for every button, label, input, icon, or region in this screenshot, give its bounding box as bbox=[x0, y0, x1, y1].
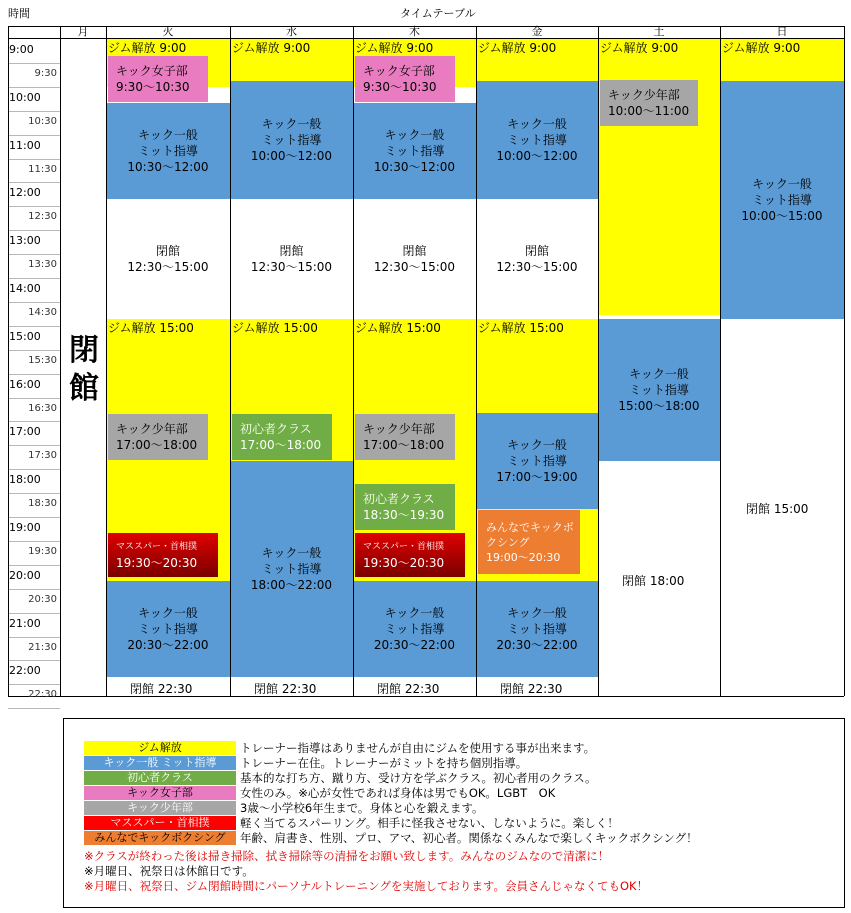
legend-swatch: キック一般 ミット指導 bbox=[84, 756, 236, 770]
gym-open-label-thu-pm: ジム解放 15:00 bbox=[355, 321, 441, 335]
note-cleaning: ※クラスが終わった後は掃き掃除、拭き掃除等の清掃をお願い致します。みんなのジムなので清潔に！ bbox=[84, 849, 610, 863]
grid-col-line bbox=[106, 26, 107, 696]
grid-top-border bbox=[8, 26, 844, 27]
kick-women-name: キック女子部 bbox=[363, 64, 435, 78]
time-label: 18:30 bbox=[28, 498, 57, 510]
class-name: 初心者クラス bbox=[363, 492, 435, 506]
legend-swatch: 初心者クラス bbox=[84, 771, 236, 785]
legend-swatch: キック女子部 bbox=[84, 786, 236, 800]
gym-open-label-sun: ジム解放 9:00 bbox=[722, 41, 801, 55]
legend-desc: 女性のみ。※心が女性であれば身体は男でもOK。LGBT OK bbox=[240, 786, 556, 800]
time-label: 11:00 bbox=[9, 138, 41, 152]
class-sub: ミット指導 bbox=[629, 383, 689, 397]
grid-col-line bbox=[720, 26, 721, 696]
gym-open-label-fri: ジム解放 9:00 bbox=[478, 41, 557, 55]
class-time: 17:00〜19:00 bbox=[496, 470, 578, 484]
legend-swatch: みんなでキックボクシング bbox=[84, 831, 236, 845]
legend-swatch: マススパー・首相撲 bbox=[84, 816, 236, 830]
closed-time: 12:30〜15:00 bbox=[373, 260, 456, 274]
time-label: 16:00 bbox=[9, 377, 41, 391]
class-time: 19:30〜20:30 bbox=[116, 556, 198, 570]
class-name: キック少年部 bbox=[363, 422, 435, 436]
class-time: 10:00〜12:00 bbox=[250, 149, 333, 163]
grid-col-line bbox=[353, 26, 354, 696]
legend-desc: 年齢、肩書き、性別、プロ、アマ、初心者。関係なくみんなで楽しくキックボクシング！ bbox=[240, 831, 698, 845]
time-label: 14:30 bbox=[28, 306, 57, 318]
grid-col-line bbox=[476, 26, 477, 696]
day-header-sat: 土 bbox=[653, 25, 665, 38]
monday-closed-2: 館 bbox=[69, 371, 99, 406]
closed-label: 閉館 bbox=[524, 244, 549, 258]
class-time: 18:00〜22:00 bbox=[250, 578, 333, 592]
grid-col-line bbox=[8, 26, 9, 696]
row-line bbox=[8, 708, 60, 709]
class-name: キック少年部 bbox=[116, 422, 188, 436]
closed-time: 12:30〜15:00 bbox=[250, 260, 333, 274]
class-name: キック一般 bbox=[507, 606, 567, 620]
time-label: 15:30 bbox=[28, 354, 57, 366]
time-label: 18:00 bbox=[9, 473, 41, 487]
class-name: 初心者クラス bbox=[240, 422, 312, 436]
grid-bottom-border bbox=[8, 696, 844, 697]
class-time: 17:00〜18:00 bbox=[116, 438, 198, 452]
time-label: 11:30 bbox=[28, 163, 57, 175]
time-label: 22:30 bbox=[28, 689, 57, 701]
day-header-sun: 日 bbox=[776, 25, 788, 38]
closed-2230-wed: 閉館 22:30 bbox=[254, 682, 317, 696]
class-name: キック一般 bbox=[384, 128, 445, 142]
class-name: みんなでキックボクシング bbox=[486, 520, 574, 549]
time-header: 時間 bbox=[8, 7, 30, 20]
gym-open-label-thu: ジム解放 9:00 bbox=[355, 41, 434, 55]
class-time: 20:30〜22:00 bbox=[496, 638, 578, 652]
time-label: 15:00 bbox=[9, 329, 41, 343]
class-time: 10:30〜12:00 bbox=[127, 160, 209, 174]
gym-open-label-tue-pm: ジム解放 15:00 bbox=[108, 321, 194, 335]
class-sub: ミット指導 bbox=[507, 622, 567, 636]
closed-2230-fri: 閉館 22:30 bbox=[500, 682, 563, 696]
time-label: 12:30 bbox=[28, 211, 57, 223]
closed-1500-sun: 閉館 15:00 bbox=[746, 502, 809, 516]
legend-desc: 軽く当てるスパーリング。相手に怪我させない、しないように。楽しく！ bbox=[240, 816, 619, 830]
class-time: 10:00〜15:00 bbox=[741, 209, 823, 223]
time-label: 17:30 bbox=[28, 450, 57, 462]
legend-swatch: ジム解放 bbox=[84, 741, 236, 755]
time-label: 10:30 bbox=[28, 115, 57, 127]
class-name: キック一般 bbox=[507, 117, 567, 131]
grid-col-line bbox=[60, 26, 61, 696]
legend bbox=[63, 718, 845, 908]
legend-desc: 3歳〜小学校6年生まで。身体と心を鍛えます。 bbox=[240, 801, 484, 815]
class-sub: ミット指導 bbox=[261, 562, 322, 576]
class-time: 17:00〜18:00 bbox=[363, 438, 445, 452]
class-sub: ミット指導 bbox=[752, 193, 812, 207]
class-name: キック一般 bbox=[138, 128, 198, 142]
class-name: キック一般 bbox=[629, 367, 689, 381]
class-name: キック一般 bbox=[138, 606, 198, 620]
class-name: キック一般 bbox=[261, 117, 322, 131]
time-label: 17:00 bbox=[9, 425, 41, 439]
grid-col-line bbox=[844, 26, 845, 696]
class-name: キック少年部 bbox=[608, 88, 680, 102]
class-sub: ミット指導 bbox=[138, 144, 198, 158]
time-label: 19:30 bbox=[28, 545, 57, 557]
closed-1800-sat: 閉館 18:00 bbox=[622, 574, 685, 588]
time-label: 20:00 bbox=[9, 568, 41, 582]
grid-col-line bbox=[230, 26, 231, 696]
legend-desc: トレーナー在住。トレーナーがミットを持ち個別指導。 bbox=[240, 756, 528, 770]
closed-label: 閉館 bbox=[402, 244, 427, 258]
class-time: 15:00〜18:00 bbox=[618, 399, 700, 413]
gym-open-label-sat: ジム解放 9:00 bbox=[600, 41, 679, 55]
day-header-thu: 木 bbox=[409, 25, 420, 38]
time-label: 9:00 bbox=[9, 43, 34, 56]
note-personal-training: ※月曜日、祝祭日、ジム閉館時間にパーソナルトレーニングを実施しております。会員さんじゃなくてもOK！ bbox=[84, 879, 649, 893]
time-label: 16:30 bbox=[28, 402, 57, 414]
kick-women-time: 9:30〜10:30 bbox=[116, 80, 190, 94]
time-label: 20:30 bbox=[28, 593, 57, 605]
closed-label: 閉館 bbox=[155, 244, 180, 258]
class-sub: ミット指導 bbox=[384, 622, 445, 636]
legend-desc: 基本的な打ち方、蹴り方、受け方を学ぶクラス。初心者用のクラス。 bbox=[240, 771, 597, 785]
class-name: キック一般 bbox=[261, 546, 322, 560]
class-sub: ミット指導 bbox=[138, 622, 198, 636]
day-header-wed: 水 bbox=[286, 25, 297, 38]
day-header-fri: 金 bbox=[531, 25, 543, 38]
time-label: 21:30 bbox=[28, 641, 57, 653]
closed-time: 12:30〜15:00 bbox=[127, 260, 209, 274]
grid-header-border bbox=[8, 38, 844, 39]
closed-time: 12:30〜15:00 bbox=[496, 260, 578, 274]
class-name: キック一般 bbox=[384, 606, 445, 620]
class-time: 10:00〜11:00 bbox=[608, 104, 690, 118]
class-time: 18:30〜19:30 bbox=[363, 508, 445, 522]
class-time: 19:00〜20:30 bbox=[486, 550, 561, 564]
class-sub: ミット指導 bbox=[384, 144, 445, 158]
class-time: 20:30〜22:00 bbox=[373, 638, 456, 652]
time-label: 10:00 bbox=[9, 90, 41, 104]
class-time: 10:00〜12:00 bbox=[496, 149, 578, 163]
gym-open-label-tue: ジム解放 9:00 bbox=[108, 41, 187, 55]
gym-open-label-wed: ジム解放 9:00 bbox=[232, 41, 311, 55]
legend-desc: トレーナー指導はありませんが自由にジムを使用する事が出来ます。 bbox=[240, 741, 596, 755]
closed-2230-thu: 閉館 22:30 bbox=[377, 682, 440, 696]
kick-women-time: 9:30〜10:30 bbox=[363, 80, 437, 94]
class-sub: ミット指導 bbox=[507, 133, 567, 147]
class-time: 17:00〜18:00 bbox=[240, 438, 322, 452]
note-holiday: ※月曜日、祝祭日は休館日です。 bbox=[84, 864, 254, 878]
class-time: 19:30〜20:30 bbox=[363, 556, 445, 570]
class-time: 10:30〜12:00 bbox=[373, 160, 456, 174]
time-label: 14:00 bbox=[9, 282, 41, 295]
grid-col-line bbox=[598, 26, 599, 696]
class-name: マススパー・首相撲 bbox=[363, 542, 445, 552]
closed-label: 閉館 bbox=[279, 244, 304, 258]
day-header-mon: 月 bbox=[77, 25, 89, 38]
gym-open-label-wed-pm: ジム解放 15:00 bbox=[232, 321, 318, 335]
time-label: 19:00 bbox=[9, 521, 41, 534]
legend-swatch: キック少年部 bbox=[84, 801, 236, 815]
time-label: 13:30 bbox=[28, 259, 57, 271]
day-header-tue: 火 bbox=[162, 25, 174, 38]
class-name: キック一般 bbox=[752, 177, 812, 191]
time-label: 21:00 bbox=[9, 616, 41, 630]
time-label: 9:30 bbox=[34, 67, 57, 79]
gym-open-label-fri-pm: ジム解放 15:00 bbox=[478, 321, 564, 335]
time-label: 13:00 bbox=[9, 234, 41, 248]
class-name: マススパー・首相撲 bbox=[116, 542, 198, 552]
monday-closed-1: 閉 bbox=[69, 333, 99, 368]
page-title: タイムテーブル bbox=[400, 7, 476, 20]
closed-2230-tue: 閉館 22:30 bbox=[130, 682, 193, 696]
class-sub: ミット指導 bbox=[507, 454, 567, 468]
time-label: 22:00 bbox=[9, 664, 41, 678]
class-name: キック一般 bbox=[507, 438, 567, 452]
class-time: 20:30〜22:00 bbox=[127, 638, 209, 652]
time-label: 12:00 bbox=[9, 186, 41, 200]
kick-women-name: キック女子部 bbox=[116, 64, 188, 78]
class-sub: ミット指導 bbox=[261, 133, 322, 147]
